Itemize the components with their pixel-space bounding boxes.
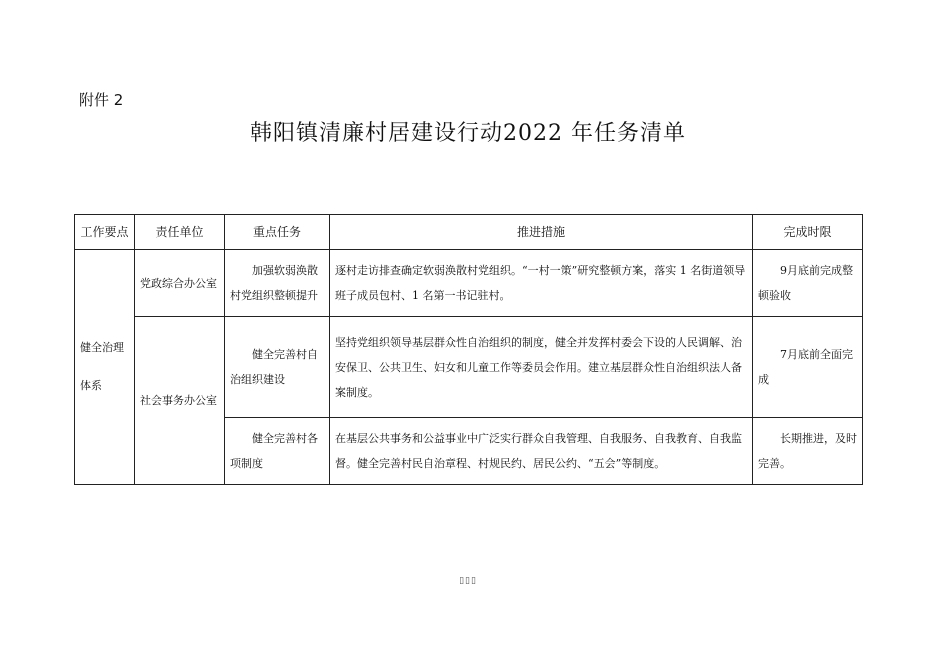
page-footer: ▯▯▯ <box>459 576 477 586</box>
header-measures: 推进措施 <box>330 215 753 250</box>
header-responsible-unit: 责任单位 <box>135 215 225 250</box>
deadline-cell: 长期推进，及时完善。 <box>753 418 863 485</box>
measure-cell: 在基层公共事务和公益事业中广泛实行群众自我管理、自我服务、自我教育、自我监督。健全完善村民自治章程、村规民约、居民公约、“五会”等制度。 <box>330 418 753 485</box>
task-table <box>74 214 863 485</box>
table-row <box>75 250 863 317</box>
responsible-unit-cell: 社会事务办公室 <box>135 317 225 485</box>
key-task-cell: 健全完善村各项制度 <box>225 418 330 485</box>
header-key-task: 重点任务 <box>225 215 330 250</box>
deadline-cell: 7月底前全面完成 <box>753 317 863 418</box>
key-task-cell: 加强软弱涣散村党组织整顿提升 <box>225 250 330 317</box>
key-task-cell: 健全完善村自治组织建设 <box>225 317 330 418</box>
table-row <box>75 317 863 418</box>
header-deadline: 完成时限 <box>753 215 863 250</box>
measure-cell: 逐村走访排查确定软弱涣散村党组织。“一村一策”研究整顿方案，落实 1 名街道领导班子成员包村、1 名第一书记驻村。 <box>330 250 753 317</box>
responsible-unit-cell: 党政综合办公室 <box>135 250 225 317</box>
measure-cell: 坚持党组织领导基层群众性自治组织的制度，健全并发挥村委会下设的人民调解、治安保卫、公共卫生、妇女和儿童工作等委员会作用。建立基层群众性自治组织法人备案制度。 <box>330 317 753 418</box>
header-work-area: 工作要点 <box>75 215 135 250</box>
document-title: 韩阳镇清廉村居建设行动2022 年任务清单 <box>250 121 686 146</box>
work-area-cell: 健全治理体系 <box>75 250 135 485</box>
table-header-row <box>75 215 863 250</box>
attachment-label: 附件 2 <box>79 91 124 109</box>
deadline-cell: 9月底前完成整顿验收 <box>753 250 863 317</box>
